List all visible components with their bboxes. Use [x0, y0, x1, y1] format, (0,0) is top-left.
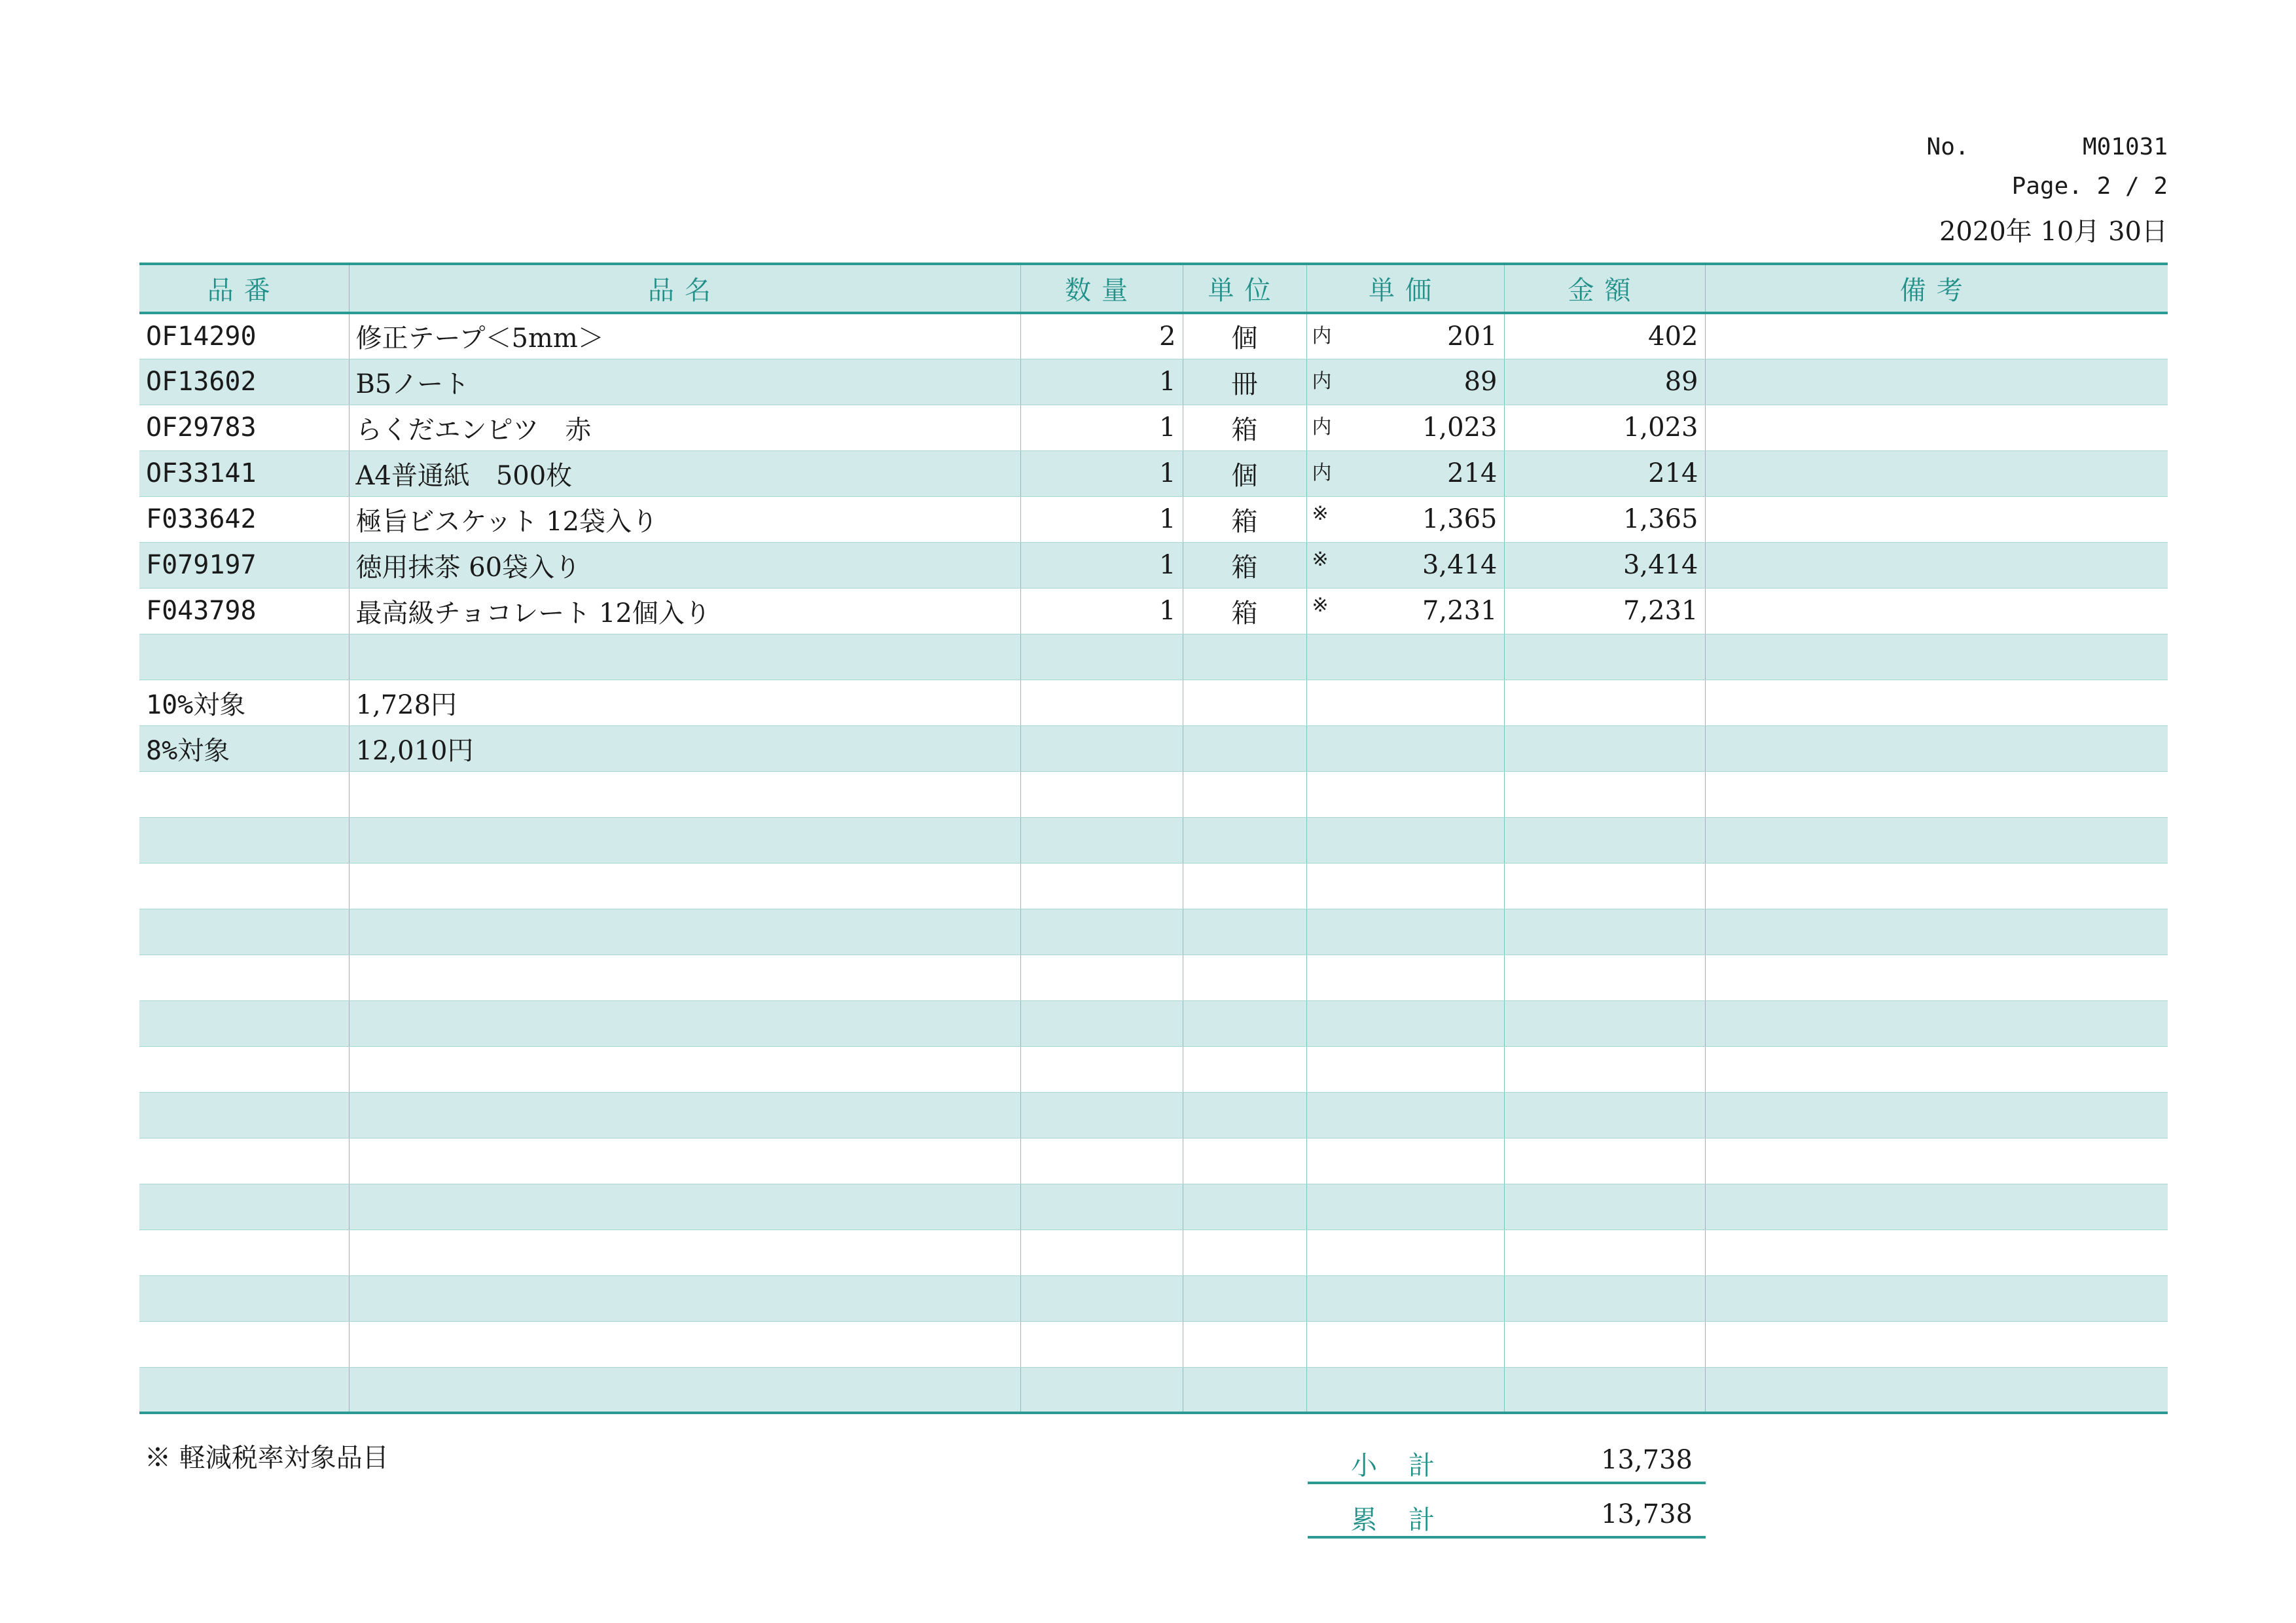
page-indicator: Page. 2 / 2 [2011, 173, 2168, 200]
item-code-cell: 8%対象 [139, 725, 349, 771]
column-header-unit-price: 単価 [1306, 264, 1504, 313]
table-row [139, 359, 2168, 405]
item-code-cell [139, 1275, 349, 1321]
quantity-cell [1020, 909, 1183, 955]
quantity-cell [1020, 1321, 1183, 1367]
table-row [139, 1046, 2168, 1092]
unit-cell: 冊 [1183, 359, 1306, 405]
table-row [139, 1230, 2168, 1275]
subtotal-row [1308, 1436, 1706, 1484]
amount-cell: 1,365 [1504, 496, 1705, 542]
item-name-cell [349, 1046, 1020, 1092]
table-row [139, 955, 2168, 1000]
item-table [139, 263, 2168, 1414]
amount-cell [1504, 863, 1705, 909]
remarks-cell [1705, 909, 2168, 955]
unit-price-value: 3,414 [1422, 550, 1498, 580]
quantity-cell: 1 [1020, 542, 1183, 588]
item-name-cell [349, 771, 1020, 817]
unit-price-value: 7,231 [1422, 596, 1498, 626]
table-row [139, 1184, 2168, 1230]
unit-price-value: 89 [1463, 367, 1498, 397]
remarks-cell [1705, 542, 2168, 588]
quantity-cell: 1 [1020, 588, 1183, 634]
item-name-cell: らくだエンピツ 赤 [349, 405, 1020, 450]
document-number-value: M01031 [2082, 134, 2168, 160]
unit-price-cell [1306, 588, 1504, 634]
item-code-cell: OF29783 [139, 405, 349, 450]
quantity-cell [1020, 725, 1183, 771]
amount-cell: 89 [1504, 359, 1705, 405]
item-code-cell [139, 1230, 349, 1275]
table-row [139, 1321, 2168, 1367]
item-name-cell [349, 1275, 1020, 1321]
amount-cell [1504, 1184, 1705, 1230]
unit-price-cell [1306, 1000, 1504, 1046]
table-row [139, 817, 2168, 863]
item-name-cell: 極旨ビスケット 12袋入り [349, 496, 1020, 542]
unit-price-cell [1306, 1275, 1504, 1321]
item-code-cell [139, 863, 349, 909]
quantity-cell [1020, 771, 1183, 817]
unit-cell [1183, 1367, 1306, 1413]
item-name-cell [349, 1138, 1020, 1184]
item-code-cell [139, 909, 349, 955]
unit-cell: 個 [1183, 313, 1306, 359]
item-code-cell [139, 771, 349, 817]
quantity-cell [1020, 1046, 1183, 1092]
tax-category-mark: 内 [1312, 325, 1332, 348]
amount-cell: 1,023 [1504, 405, 1705, 450]
quantity-cell: 1 [1020, 450, 1183, 496]
quantity-cell [1020, 1367, 1183, 1413]
column-header-amount: 金額 [1504, 264, 1705, 313]
cumulative-total-value: 13,738 [1601, 1499, 1693, 1529]
document-number [1927, 134, 2168, 160]
tax-category-mark: 内 [1312, 415, 1332, 439]
remarks-cell [1705, 405, 2168, 450]
remarks-cell [1705, 680, 2168, 725]
quantity-cell: 1 [1020, 496, 1183, 542]
unit-cell [1183, 1275, 1306, 1321]
remarks-cell [1705, 1321, 2168, 1367]
unit-price-cell [1306, 955, 1504, 1000]
unit-price-value: 1,023 [1422, 412, 1498, 443]
item-name-cell [349, 1092, 1020, 1138]
item-name-cell [349, 1321, 1020, 1367]
table-row [139, 1367, 2168, 1413]
item-name-cell: 最高級チョコレート 12個入り [349, 588, 1020, 634]
item-name-cell [349, 1367, 1020, 1413]
quantity-cell: 2 [1020, 313, 1183, 359]
table-row [139, 1138, 2168, 1184]
item-code-cell [139, 817, 349, 863]
table-row [139, 1275, 2168, 1321]
table-row [139, 542, 2168, 588]
remarks-cell [1705, 313, 2168, 359]
table-row [139, 1092, 2168, 1138]
unit-cell [1183, 725, 1306, 771]
unit-cell [1183, 1230, 1306, 1275]
item-code-cell: OF13602 [139, 359, 349, 405]
document-number-label: No. [1926, 134, 1969, 160]
amount-cell [1504, 817, 1705, 863]
unit-price-cell [1306, 405, 1504, 450]
amount-cell [1504, 725, 1705, 771]
tax-category-mark: 内 [1312, 369, 1332, 393]
amount-cell [1504, 1138, 1705, 1184]
amount-cell: 3,414 [1504, 542, 1705, 588]
table-row [139, 634, 2168, 680]
unit-price-cell [1306, 909, 1504, 955]
unit-cell [1183, 863, 1306, 909]
unit-price-cell [1306, 771, 1504, 817]
unit-cell [1183, 634, 1306, 680]
table-row [139, 680, 2168, 725]
amount-cell [1504, 1092, 1705, 1138]
tax-category-mark: 内 [1312, 461, 1332, 484]
unit-price-cell [1306, 1184, 1504, 1230]
unit-cell: 箱 [1183, 405, 1306, 450]
unit-price-cell [1306, 863, 1504, 909]
amount-cell [1504, 1230, 1705, 1275]
unit-cell [1183, 1000, 1306, 1046]
item-name-cell [349, 817, 1020, 863]
unit-price-value: 214 [1447, 458, 1498, 488]
column-header-unit: 単位 [1183, 264, 1306, 313]
table-row [139, 863, 2168, 909]
table-row [139, 725, 2168, 771]
remarks-cell [1705, 496, 2168, 542]
amount-cell [1504, 1000, 1705, 1046]
table-row [139, 1000, 2168, 1046]
remarks-cell [1705, 588, 2168, 634]
remarks-cell [1705, 1046, 2168, 1092]
remarks-cell [1705, 1275, 2168, 1321]
unit-price-cell [1306, 1230, 1504, 1275]
remarks-cell [1705, 1230, 2168, 1275]
item-code-cell [139, 1092, 349, 1138]
table-row [139, 496, 2168, 542]
item-name-cell: 修正テープ＜5mm＞ [349, 313, 1020, 359]
remarks-cell [1705, 817, 2168, 863]
item-name-cell [349, 1184, 1020, 1230]
remarks-cell [1705, 725, 2168, 771]
document-date: 2020年 10月 30日 [1939, 217, 2168, 247]
quantity-cell [1020, 680, 1183, 725]
item-code-cell [139, 955, 349, 1000]
item-name-cell [349, 1000, 1020, 1046]
unit-price-cell [1306, 817, 1504, 863]
subtotal-label: 小計 [1351, 1451, 1466, 1481]
unit-price-value: 201 [1447, 321, 1498, 352]
quantity-cell: 1 [1020, 405, 1183, 450]
subtotal-value: 13,738 [1601, 1445, 1693, 1475]
remarks-cell [1705, 1138, 2168, 1184]
unit-price-cell [1306, 1138, 1504, 1184]
amount-cell: 214 [1504, 450, 1705, 496]
unit-cell [1183, 817, 1306, 863]
remarks-cell [1705, 450, 2168, 496]
unit-price-cell [1306, 496, 1504, 542]
item-code-cell: F079197 [139, 542, 349, 588]
quantity-cell [1020, 863, 1183, 909]
column-header-code: 品番 [139, 264, 349, 313]
tax-category-mark: ※ [1312, 501, 1329, 525]
cumulative-total-label: 累計 [1351, 1505, 1466, 1535]
table-row [139, 405, 2168, 450]
quantity-cell: 1 [1020, 359, 1183, 405]
unit-price-cell [1306, 542, 1504, 588]
quantity-cell [1020, 1000, 1183, 1046]
unit-cell: 箱 [1183, 496, 1306, 542]
unit-price-cell [1306, 1367, 1504, 1413]
remarks-cell [1705, 1367, 2168, 1413]
quantity-cell [1020, 817, 1183, 863]
quantity-cell [1020, 1092, 1183, 1138]
item-name-cell [349, 634, 1020, 680]
amount-cell [1504, 1046, 1705, 1092]
item-code-cell: 10%対象 [139, 680, 349, 725]
remarks-cell [1705, 1000, 2168, 1046]
unit-price-cell [1306, 1046, 1504, 1092]
amount-cell [1504, 955, 1705, 1000]
amount-cell [1504, 680, 1705, 725]
unit-price-cell [1306, 634, 1504, 680]
column-header-quantity: 数量 [1020, 264, 1183, 313]
unit-price-cell [1306, 450, 1504, 496]
table-body [139, 313, 2168, 1413]
amount-cell [1504, 634, 1705, 680]
item-code-cell [139, 1184, 349, 1230]
unit-cell: 箱 [1183, 542, 1306, 588]
column-header-remarks: 備考 [1705, 264, 2168, 313]
quantity-cell [1020, 1138, 1183, 1184]
amount-cell [1504, 1321, 1705, 1367]
unit-price-cell [1306, 680, 1504, 725]
item-code-cell: OF14290 [139, 313, 349, 359]
remarks-cell [1705, 1184, 2168, 1230]
unit-price-cell [1306, 1321, 1504, 1367]
item-name-cell [349, 909, 1020, 955]
column-header-name: 品名 [349, 264, 1020, 313]
remarks-cell [1705, 634, 2168, 680]
remarks-cell [1705, 863, 2168, 909]
item-name-cell: A4普通紙 500枚 [349, 450, 1020, 496]
item-code-cell [139, 1321, 349, 1367]
item-code-cell [139, 1046, 349, 1092]
item-code-cell: F033642 [139, 496, 349, 542]
item-code-cell: F043798 [139, 588, 349, 634]
item-name-cell: 徳用抹茶 60袋入り [349, 542, 1020, 588]
item-name-cell [349, 955, 1020, 1000]
reduced-tax-footnote: ※ 軽減税率対象品目 [145, 1443, 389, 1473]
unit-price-cell [1306, 1092, 1504, 1138]
item-name-cell: B5ノート [349, 359, 1020, 405]
unit-cell [1183, 680, 1306, 725]
table-row [139, 313, 2168, 359]
quantity-cell [1020, 955, 1183, 1000]
unit-price-cell [1306, 359, 1504, 405]
remarks-cell [1705, 771, 2168, 817]
unit-cell: 箱 [1183, 588, 1306, 634]
unit-cell [1183, 1138, 1306, 1184]
remarks-cell [1705, 359, 2168, 405]
amount-cell [1504, 771, 1705, 817]
item-name-cell: 1,728円 [349, 680, 1020, 725]
amount-cell: 7,231 [1504, 588, 1705, 634]
quantity-cell [1020, 1275, 1183, 1321]
quantity-cell [1020, 1230, 1183, 1275]
unit-price-cell [1306, 313, 1504, 359]
amount-cell [1504, 1367, 1705, 1413]
tax-category-mark: ※ [1312, 547, 1329, 571]
item-code-cell [139, 1367, 349, 1413]
unit-cell [1183, 1046, 1306, 1092]
table-row [139, 771, 2168, 817]
table-row [139, 450, 2168, 496]
tax-category-mark: ※ [1312, 593, 1329, 617]
unit-price-cell [1306, 725, 1504, 771]
cumulative-total-row [1308, 1490, 1706, 1539]
unit-cell [1183, 1184, 1306, 1230]
unit-cell [1183, 1321, 1306, 1367]
item-name-cell [349, 1230, 1020, 1275]
item-code-cell [139, 1000, 349, 1046]
remarks-cell [1705, 955, 2168, 1000]
amount-cell [1504, 909, 1705, 955]
remarks-cell [1705, 1092, 2168, 1138]
unit-cell [1183, 771, 1306, 817]
unit-cell [1183, 1092, 1306, 1138]
item-name-cell: 12,010円 [349, 725, 1020, 771]
table-row [139, 909, 2168, 955]
quantity-cell [1020, 634, 1183, 680]
quantity-cell [1020, 1184, 1183, 1230]
item-name-cell [349, 863, 1020, 909]
amount-cell: 402 [1504, 313, 1705, 359]
item-code-cell [139, 1138, 349, 1184]
item-code-cell: OF33141 [139, 450, 349, 496]
unit-cell [1183, 909, 1306, 955]
unit-cell: 個 [1183, 450, 1306, 496]
table-row [139, 588, 2168, 634]
table-header-row [139, 264, 2168, 313]
item-code-cell [139, 634, 349, 680]
amount-cell [1504, 1275, 1705, 1321]
unit-cell [1183, 955, 1306, 1000]
unit-price-value: 1,365 [1422, 504, 1498, 534]
